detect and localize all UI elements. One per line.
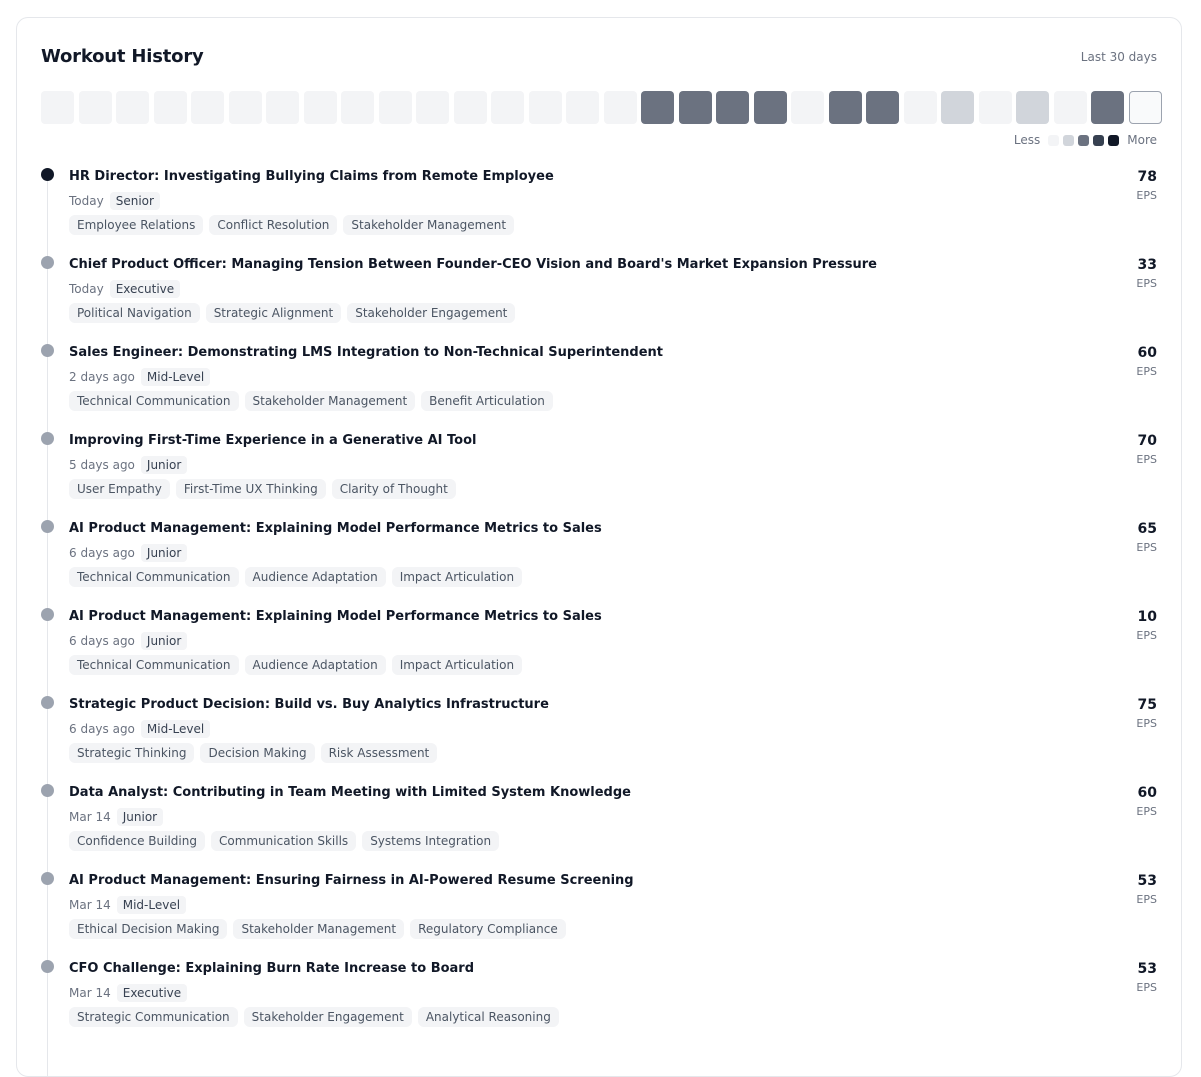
score-block (1136, 961, 1157, 994)
score-block (1136, 433, 1157, 466)
skill-tag: Technical Communication (69, 391, 239, 411)
workout-history-card (16, 17, 1182, 1077)
skill-tag: Clarity of Thought (332, 479, 456, 499)
level-badge: Junior (117, 808, 163, 826)
workout-title[interactable]: CFO Challenge: Explaining Burn Rate Increase to Board (69, 961, 475, 976)
workout-meta (69, 720, 210, 738)
score-block (1136, 785, 1157, 818)
skill-tag: Impact Articulation (392, 567, 522, 587)
heatmap-day-cell[interactable] (791, 91, 824, 124)
score-value: 60 (1137, 345, 1157, 361)
score-block (1136, 697, 1157, 730)
workout-title[interactable]: Data Analyst: Contributing in Team Meeting with Limited System Knowledge (69, 785, 631, 800)
heatmap-day-cell[interactable] (566, 91, 599, 124)
score-value: 70 (1137, 433, 1157, 449)
score-unit: EPS (1136, 453, 1157, 466)
workout-date: 6 days ago (69, 634, 135, 648)
skill-tags (69, 743, 437, 763)
heatmap-day-cell[interactable] (154, 91, 187, 124)
heatmap-day-cell[interactable] (41, 91, 74, 124)
skill-tags (69, 391, 553, 411)
heatmap-day-cell[interactable] (1129, 91, 1162, 124)
score-unit: EPS (1136, 365, 1157, 378)
workout-title[interactable]: Sales Engineer: Demonstrating LMS Integration to Non-Technical Superintendent (69, 345, 663, 360)
card-header (41, 46, 1157, 67)
skill-tag: Benefit Articulation (421, 391, 553, 411)
heatmap-day-cell[interactable] (716, 91, 749, 124)
workout-entry[interactable] (41, 344, 1157, 432)
skill-tag: Ethical Decision Making (69, 919, 227, 939)
heatmap-day-cell[interactable] (866, 91, 899, 124)
timeline-dot (41, 608, 54, 621)
level-badge: Senior (110, 192, 160, 210)
heatmap-day-cell[interactable] (304, 91, 337, 124)
timeline-dot (41, 256, 54, 269)
workout-meta (69, 896, 186, 914)
score-value: 53 (1137, 873, 1157, 889)
heatmap-day-cell[interactable] (266, 91, 299, 124)
card-title: Workout History (41, 46, 204, 67)
skill-tag: Risk Assessment (321, 743, 438, 763)
skill-tag: Stakeholder Management (233, 919, 404, 939)
skill-tag: Technical Communication (69, 655, 239, 675)
skill-tags (69, 655, 522, 675)
workout-meta (69, 808, 163, 826)
workout-date: Mar 14 (69, 898, 111, 912)
workout-meta (69, 192, 160, 210)
workout-entry[interactable] (41, 784, 1157, 872)
heatmap-day-cell[interactable] (604, 91, 637, 124)
workout-date: Today (69, 194, 104, 208)
level-badge: Executive (110, 280, 180, 298)
workout-date: 6 days ago (69, 722, 135, 736)
workout-entry[interactable] (41, 608, 1157, 696)
workout-meta (69, 280, 180, 298)
score-block (1136, 345, 1157, 378)
workout-title[interactable]: AI Product Management: Explaining Model Performance Metrics to Sales (69, 609, 602, 624)
skill-tag: Stakeholder Engagement (347, 303, 515, 323)
score-unit: EPS (1136, 629, 1157, 642)
score-unit: EPS (1136, 893, 1157, 906)
skill-tag: Stakeholder Engagement (244, 1007, 412, 1027)
heatmap-day-cell[interactable] (491, 91, 524, 124)
score-unit: EPS (1136, 717, 1157, 730)
score-block (1136, 521, 1157, 554)
timeline-dot (41, 960, 54, 973)
skill-tags (69, 303, 515, 323)
workout-entry[interactable] (41, 872, 1157, 960)
workout-entry[interactable] (41, 696, 1157, 784)
heatmap-day-cell[interactable] (416, 91, 449, 124)
workout-title[interactable]: Strategic Product Decision: Build vs. Buy Analytics Infrastructure (69, 697, 549, 712)
skill-tag: Stakeholder Management (343, 215, 514, 235)
workout-date: 5 days ago (69, 458, 135, 472)
skill-tag: Technical Communication (69, 567, 239, 587)
score-value: 53 (1137, 961, 1157, 977)
skill-tag: Employee Relations (69, 215, 203, 235)
workout-entry[interactable] (41, 432, 1157, 520)
timeline-dot (41, 168, 54, 181)
workout-title[interactable]: HR Director: Investigating Bullying Claims from Remote Employee (69, 169, 554, 184)
timeline-dot (41, 872, 54, 885)
legend-swatch-4 (1108, 135, 1119, 146)
score-unit: EPS (1136, 189, 1157, 202)
heatmap-day-cell[interactable] (941, 91, 974, 124)
legend-swatch-2 (1078, 135, 1089, 146)
skill-tag: Strategic Thinking (69, 743, 194, 763)
skill-tag: Confidence Building (69, 831, 205, 851)
skill-tag: Regulatory Compliance (410, 919, 566, 939)
workout-title[interactable]: Improving First-Time Experience in a Generative AI Tool (69, 433, 477, 448)
workout-date: Today (69, 282, 104, 296)
legend-less-label: Less (1013, 133, 1041, 147)
heatmap-day-cell[interactable] (904, 91, 937, 124)
workout-meta (69, 544, 187, 562)
heatmap-day-cell[interactable] (754, 91, 787, 124)
heatmap-day-cell[interactable] (454, 91, 487, 124)
skill-tags (69, 567, 522, 587)
score-value: 75 (1137, 697, 1157, 713)
workout-entry[interactable] (41, 168, 1157, 256)
workout-entry[interactable] (41, 520, 1157, 608)
score-block (1136, 169, 1157, 202)
score-unit: EPS (1136, 277, 1157, 290)
level-badge: Junior (141, 544, 187, 562)
level-badge: Executive (117, 984, 187, 1002)
timeline-dot (41, 432, 54, 445)
score-unit: EPS (1136, 805, 1157, 818)
timeline-dot (41, 520, 54, 533)
heatmap-day-cell[interactable] (79, 91, 112, 124)
skill-tags (69, 919, 566, 939)
score-value: 60 (1137, 785, 1157, 801)
skill-tag: First-Time UX Thinking (176, 479, 326, 499)
skill-tag: Impact Articulation (392, 655, 522, 675)
skill-tag: Strategic Alignment (206, 303, 342, 323)
heatmap-day-cell[interactable] (829, 91, 862, 124)
timeline-dot (41, 344, 54, 357)
heatmap-day-cell[interactable] (641, 91, 674, 124)
score-unit: EPS (1136, 981, 1157, 994)
level-badge: Mid-Level (117, 896, 186, 914)
workout-meta (69, 456, 187, 474)
heatmap-day-cell[interactable] (979, 91, 1012, 124)
legend-more-label: More (1127, 133, 1157, 147)
workout-meta (69, 368, 210, 386)
skill-tag: Strategic Communication (69, 1007, 238, 1027)
workout-timeline (41, 168, 1157, 1048)
score-block (1136, 257, 1157, 290)
skill-tag: Systems Integration (362, 831, 499, 851)
heatmap-day-cell[interactable] (379, 91, 412, 124)
score-value: 33 (1137, 257, 1157, 273)
heatmap-day-cell[interactable] (341, 91, 374, 124)
heatmap-day-cell[interactable] (229, 91, 262, 124)
heatmap-day-cell[interactable] (1091, 91, 1124, 124)
workout-date: 2 days ago (69, 370, 135, 384)
skill-tags (69, 215, 514, 235)
workout-date: Mar 14 (69, 986, 111, 1000)
workout-title[interactable]: AI Product Management: Explaining Model Performance Metrics to Sales (69, 521, 602, 536)
score-value: 10 (1137, 609, 1157, 625)
workout-meta (69, 632, 187, 650)
workout-meta (69, 984, 187, 1002)
workout-title[interactable]: Chief Product Officer: Managing Tension Between Founder-CEO Vision and Board's Market Expansion Pressure (69, 257, 877, 272)
skill-tags (69, 1007, 559, 1027)
skill-tag: Audience Adaptation (245, 567, 386, 587)
score-block (1136, 609, 1157, 642)
workout-date: Mar 14 (69, 810, 111, 824)
activity-heatmap (41, 91, 1162, 124)
legend-swatch-3 (1093, 135, 1104, 146)
heatmap-day-cell[interactable] (1054, 91, 1087, 124)
skill-tag: User Empathy (69, 479, 170, 499)
skill-tag: Analytical Reasoning (418, 1007, 559, 1027)
skill-tag: Stakeholder Management (245, 391, 416, 411)
workout-date: 6 days ago (69, 546, 135, 560)
level-badge: Mid-Level (141, 720, 210, 738)
legend-swatch-0 (1048, 135, 1059, 146)
workout-title[interactable]: AI Product Management: Ensuring Fairness in AI-Powered Resume Screening (69, 873, 634, 888)
heatmap-legend (1014, 133, 1157, 147)
workout-entry[interactable] (41, 256, 1157, 344)
skill-tag: Communication Skills (211, 831, 356, 851)
heatmap-day-cell[interactable] (191, 91, 224, 124)
level-badge: Junior (141, 456, 187, 474)
score-value: 78 (1137, 169, 1157, 185)
skill-tag: Conflict Resolution (209, 215, 337, 235)
timeline-dot (41, 784, 54, 797)
skill-tag: Political Navigation (69, 303, 200, 323)
range-label: Last 30 days (1080, 49, 1157, 64)
score-value: 65 (1137, 521, 1157, 537)
legend-swatch-1 (1063, 135, 1074, 146)
heatmap-day-cell[interactable] (529, 91, 562, 124)
level-badge: Junior (141, 632, 187, 650)
heatmap-day-cell[interactable] (1016, 91, 1049, 124)
level-badge: Mid-Level (141, 368, 210, 386)
workout-entry[interactable] (41, 960, 1157, 1048)
skill-tag: Audience Adaptation (245, 655, 386, 675)
heatmap-day-cell[interactable] (116, 91, 149, 124)
score-unit: EPS (1136, 541, 1157, 554)
heatmap-day-cell[interactable] (679, 91, 712, 124)
skill-tag: Decision Making (200, 743, 314, 763)
timeline-dot (41, 696, 54, 709)
score-block (1136, 873, 1157, 906)
skill-tags (69, 831, 499, 851)
skill-tags (69, 479, 456, 499)
